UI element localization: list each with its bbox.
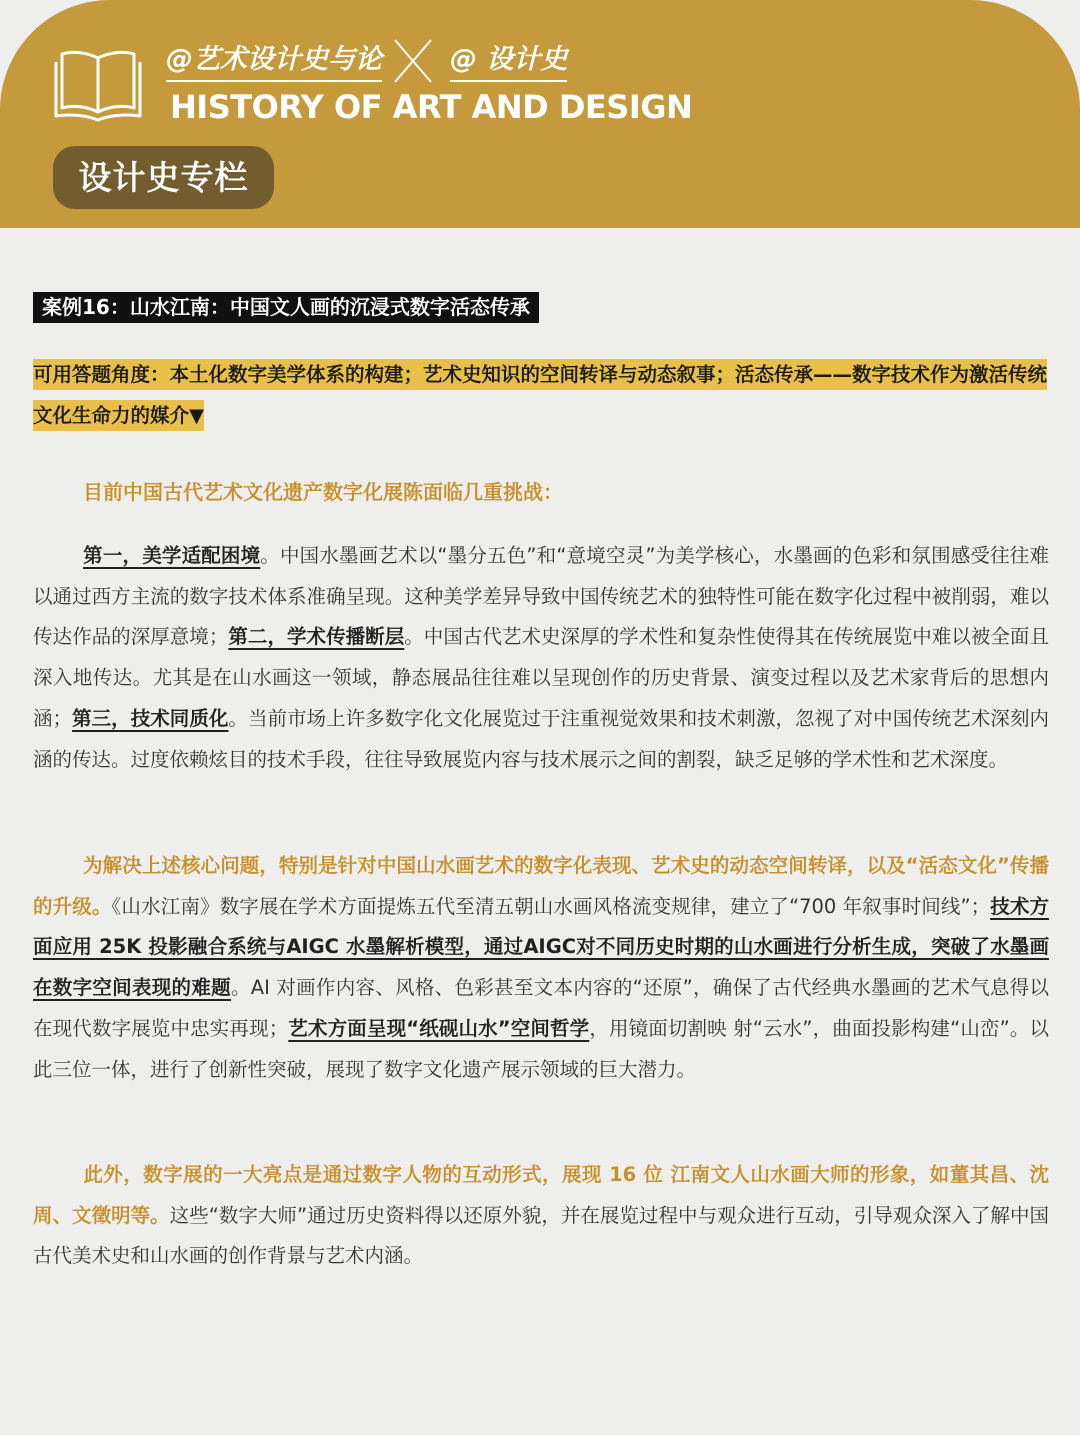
handle-art-design-theory: @艺术设计史与论 [166,44,382,82]
masters-highlight: 此外，数字展的一大亮点是通过数字人物的互动形式，展现 16 位 江南文人山水画大师的形象，如董其昌、沈周、文徵明等。 [33,1163,1049,1227]
solution-tech: 技术方面应用 25K 投影融合系统与AIGC 水墨解析模型，通过AIGC对不同历史时期的山水画进行分析生成，突破了水墨画在数字空间表现的难题 [33,894,1049,1000]
answer-angles-text: 可用答题角度：本土化数字美学体系的构建；艺术史知识的空间转译与动态叙事；活态传承——数字技术作为激活传统文化生命力的媒介▼ [33,359,1047,431]
point-2-text: 。中国古代艺术史深厚的学术性和复杂性使得其在传统展览中难以被全面且深入地传达。尤其是在山水画这一领域，静态展品往往难以呈现创作的历史背景、演变过程以及艺术家背后的思想内涵； [33,625,1049,730]
english-title: HISTORY OF ART AND DESIGN [170,88,693,126]
point-2-title: 第二，学术传播断层 [228,625,405,649]
masters-text: 这些“数字大师”通过历史资料得以还原外貌，并在展览过程中与观众进行互动，引导观众深入了解中国古代美术史和山水画的创作背景与艺术内涵。 [33,1203,1049,1268]
handle-design-history: @ 设计史 [450,44,567,82]
paragraph-solution [33,846,1049,1090]
paragraph-digital-masters [33,1155,1049,1277]
x-cross-icon [392,38,434,84]
solution-text-3: ，用镜面切割映 射“云水”，曲面投影构建“山峦”。以此三位一体，进行了创新性突破，展现了数字文化遗产展示领域的巨大潜力。 [33,1016,1050,1081]
header-banner [0,0,1080,228]
point-3-title: 第三，技术同质化 [72,706,229,730]
solution-art: 艺术方面呈现“纸砚山水”空间哲学 [288,1016,590,1040]
solution-text-1: 《山水江南》数字展在学术方面提炼五代至清五朝山水画风格流变规律，建立了“700 年叙事时间线”； [111,894,991,918]
open-book-icon [52,44,144,124]
paragraph-challenges [33,536,1049,780]
answer-angles [33,354,1049,436]
case-title: 案例16：山水江南：中国文人画的沉浸式数字活态传承 [33,292,539,323]
solution-text-2: 。AI 对画作内容、风格、色彩甚至文本内容的“还原”，确保了古代经典水墨画的艺术气息得以在现代数字展览中忠实再现； [33,976,1049,1040]
solution-highlight: 为解决上述核心问题，特别是针对中国山水画艺术的数字化表现、艺术史的动态空间转译，以及“活态文化”传播的升级。 [33,854,1049,918]
point-1-text: 。中国水墨画艺术以“墨分五色”和“意境空灵”为美学核心，水墨画的色彩和氛围感受往往难以通过西方主流的数字技术体系准确呈现。这种美学差异导致中国传统艺术的独特性可能在数字化过程中被削弱，难以传达作品的深厚意境； [33,544,1049,649]
column-badge: 设计史专栏 [53,146,274,209]
point-3-text: 。当前市场上许多数字化文化展览过于注重视觉效果和技术刺激，忽视了对中国传统艺术深刻内涵的传达。过度依赖炫目的技术手段，往往导致展览内容与技术展示之间的割裂，缺乏足够的学术性和艺术深度。 [33,706,1049,771]
point-1-title: 第一，美学适配困境 [83,544,261,567]
challenges-heading: 目前中国古代艺术文化遗产数字化展陈面临几重挑战： [83,480,563,504]
